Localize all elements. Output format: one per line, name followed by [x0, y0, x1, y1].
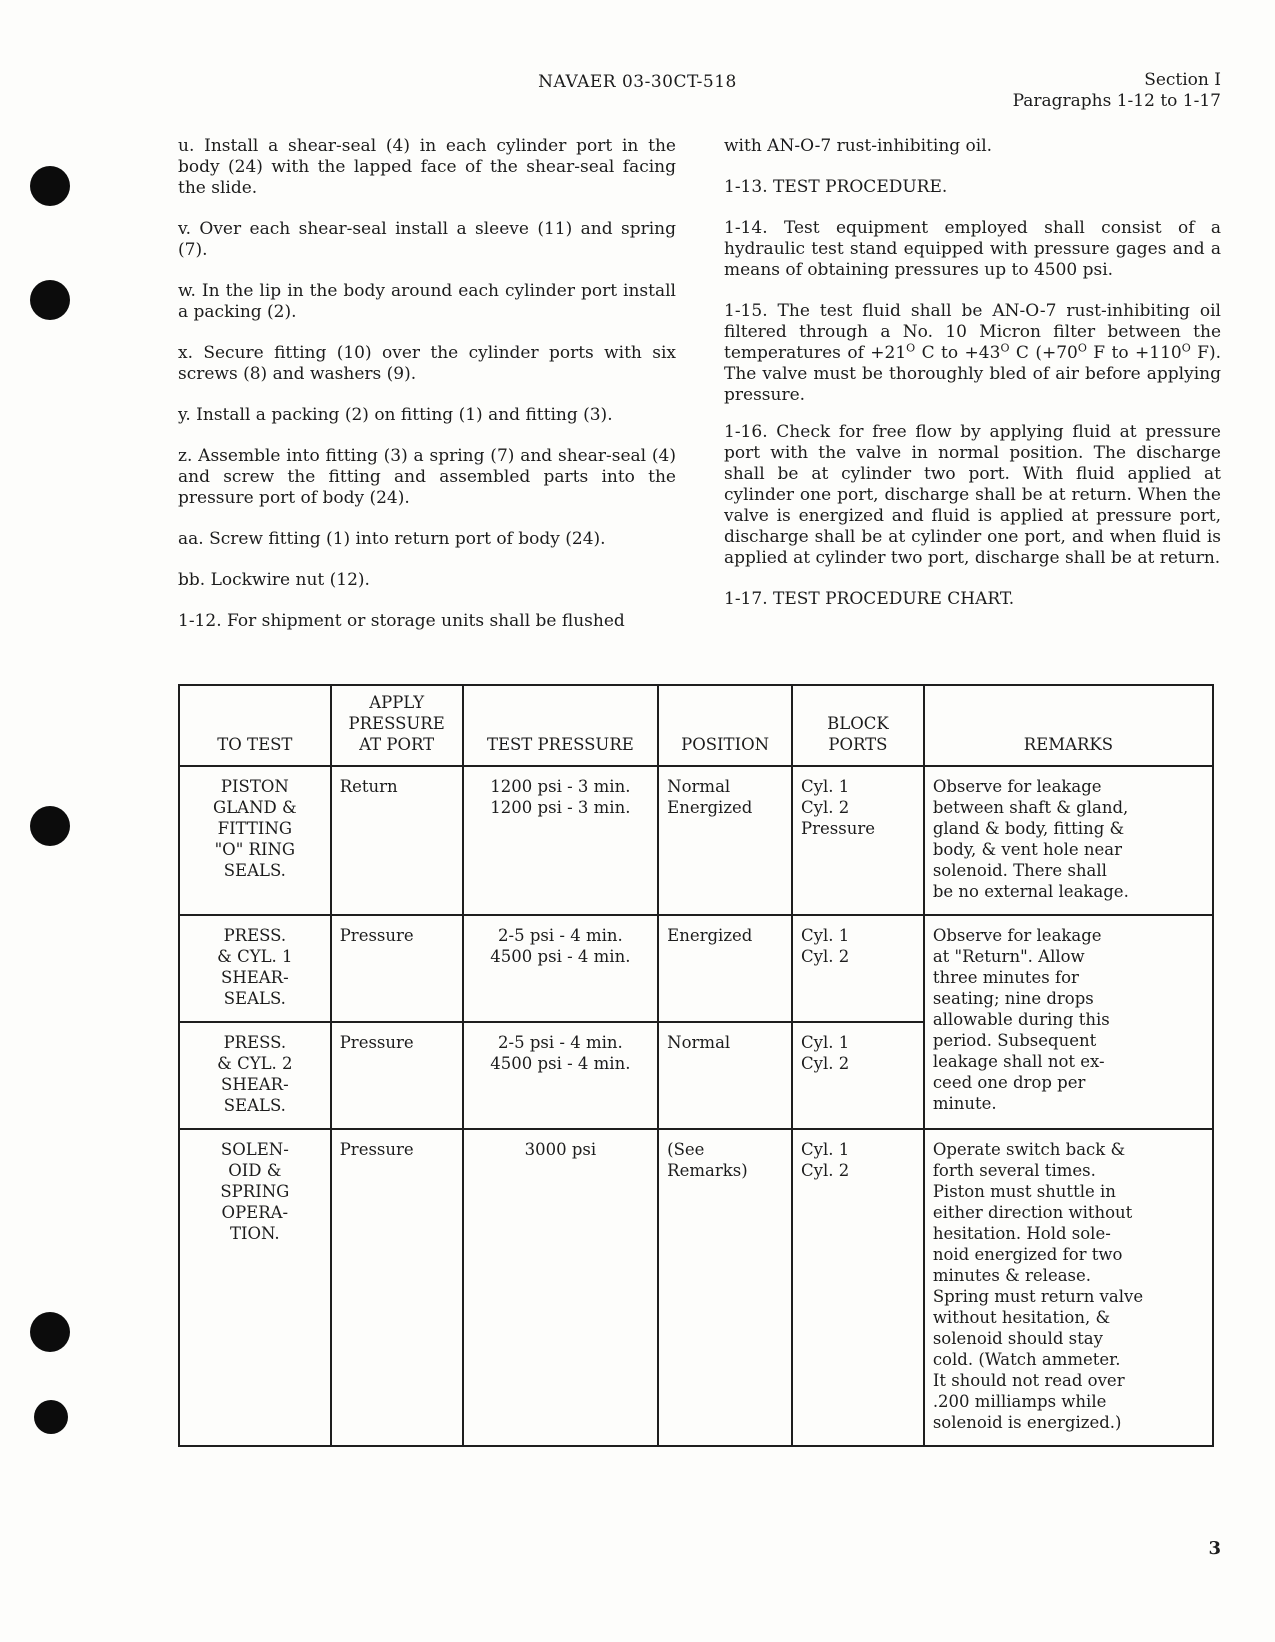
step-v: v. Over each shear-seal install a sleeve (11) and spring (7). [178, 219, 676, 260]
table-row [179, 766, 1213, 915]
step-x: x. Secure fitting (10) over the cylinder ports with six screws (8) and washers (9). [178, 343, 676, 384]
cell-test-pressure: 2-5 psi - 4 min. 4500 psi - 4 min. [463, 915, 659, 1022]
cell-apply-port: Pressure [331, 1129, 463, 1446]
page-number: 3 [1208, 1538, 1221, 1559]
header-to-test: TO TEST [179, 685, 331, 766]
paragraph-1-17: 1-17. TEST PROCEDURE CHART. [724, 589, 1015, 609]
section-label: Section I [1144, 70, 1221, 90]
step-aa: aa. Screw fitting (1) into return port of body (24). [178, 529, 606, 549]
cell-block-ports: Cyl. 1 Cyl. 2 [792, 1022, 924, 1129]
header-position: POSITION [658, 685, 792, 766]
step-w: w. In the lip in the body around each cylinder port install a packing (2). [178, 281, 676, 322]
cell-position: Energized [658, 915, 792, 1022]
header-remarks: REMARKS [924, 685, 1213, 766]
cell-to-test: PISTON GLAND & FITTING "O" RING SEALS. [179, 766, 331, 915]
header-block-ports: BLOCK PORTS [792, 685, 924, 766]
cell-remarks: Observe for leakage at "Return". Allow three minutes for seating; nine drops allowable during this period. Subsequent leakage shall not ex- ceed one drop per minute. [924, 915, 1213, 1129]
step-z: z. Assemble into fitting (3) a spring (7) and shear-seal (4) and screw the fitting and assembled parts into the pressure port of body (24). [178, 446, 676, 508]
cell-apply-port: Return [331, 766, 463, 915]
section-reference [1013, 70, 1221, 112]
document-number: NAVAER 03-30CT-518 [538, 72, 737, 92]
table-row [179, 915, 1213, 1022]
header-apply-pressure: APPLY PRESSURE AT PORT [331, 685, 463, 766]
paragraph-1-14: 1-14. Test equipment employed shall consist of a hydraulic test stand equipped with pressure gages and a means of obtaining pressures up to 4500 psi. [724, 218, 1221, 280]
binder-hole-1 [30, 166, 70, 206]
cell-position: (See Remarks) [658, 1129, 792, 1446]
cell-block-ports: Cyl. 1 Cyl. 2 Pressure [792, 766, 924, 915]
step-y: y. Install a packing (2) on fitting (1) and fitting (3). [178, 405, 613, 425]
right-column [724, 136, 1221, 630]
cell-test-pressure: 1200 psi - 3 min. 1200 psi - 3 min. [463, 766, 659, 915]
cell-remarks: Operate switch back & forth several times. Piston must shuttle in either direction without hesitation. Hold sole- noid energized for two minutes & release. Spring must return valve without hesitation, & solenoid should stay cold. (Watch ammeter. It should not read over .200 milliamps while solenoid is energized.) [924, 1129, 1213, 1446]
paragraph-1-13: 1-13. TEST PROCEDURE. [724, 177, 948, 197]
cell-to-test: PRESS. & CYL. 2 SHEAR- SEALS. [179, 1022, 331, 1129]
paragraph-1-12-continued: with AN-O-7 rust-inhibiting oil. [724, 136, 993, 156]
binder-hole-2 [30, 280, 70, 320]
left-column [178, 136, 676, 652]
cell-position: Normal Energized [658, 766, 792, 915]
paragraph-1-12: 1-12. For shipment or storage units shall be flushed [178, 611, 625, 631]
cell-remarks: Observe for leakage between shaft & gland, gland & body, fitting & body, & vent hole near solenoid. There shall be no external leakage. [924, 766, 1213, 915]
binder-hole-5 [34, 1400, 68, 1434]
cell-apply-port: Pressure [331, 1022, 463, 1129]
step-bb: bb. Lockwire nut (12). [178, 570, 370, 590]
cell-position: Normal [658, 1022, 792, 1129]
cell-test-pressure: 3000 psi [463, 1129, 659, 1446]
paragraph-1-15: 1-15. The test fluid shall be AN-O-7 rust-inhibiting oil filtered through a No. 10 Micron filter between the temperatures of $+21^O$ C to $+43^O$ C ($+70^O$ F to $+110^O$ F). The valve must be thoroughly bled of air before applying pressure. [724, 301, 1222, 405]
step-u: u. Install a shear-seal (4) in each cylinder port in the body (24) with the lapped face of the shear-seal facing the slide. [178, 136, 676, 198]
cell-block-ports: Cyl. 1 Cyl. 2 [792, 915, 924, 1022]
table-header-row [179, 685, 1213, 766]
binder-hole-3 [30, 806, 70, 846]
header-test-pressure: TEST PRESSURE [463, 685, 659, 766]
cell-test-pressure: 2-5 psi - 4 min. 4500 psi - 4 min. [463, 1022, 659, 1129]
cell-to-test: SOLEN- OID & SPRING OPERA- TION. [179, 1129, 331, 1446]
test-procedure-chart [178, 684, 1214, 1447]
cell-apply-port: Pressure [331, 915, 463, 1022]
binder-hole-4 [30, 1312, 70, 1352]
paragraph-1-16: 1-16. Check for free flow by applying fluid at pressure port with the valve in normal position. The discharge shall be at cylinder two port. With fluid applied at cylinder one port, discharge shall be at return. When the valve is energized and fluid is applied at pressure port, discharge shall be at cylinder one port, and when fluid is applied at cylinder two port, discharge shall be at return. [724, 422, 1221, 568]
table-row [179, 1129, 1213, 1446]
cell-block-ports: Cyl. 1 Cyl. 2 [792, 1129, 924, 1446]
cell-to-test: PRESS. & CYL. 1 SHEAR- SEALS. [179, 915, 331, 1022]
paragraph-range: Paragraphs 1-12 to 1-17 [1012, 91, 1221, 111]
